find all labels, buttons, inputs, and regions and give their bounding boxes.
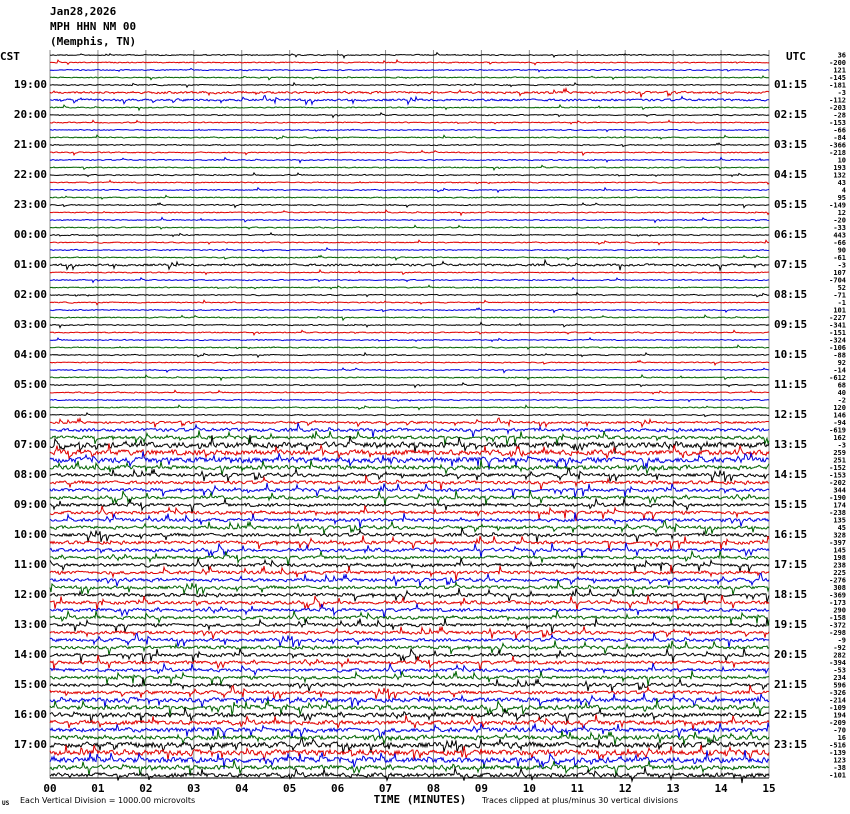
trace-row <box>50 361 769 365</box>
trace-row <box>50 260 769 270</box>
trace-offset-label: -71 <box>833 291 846 300</box>
trace-offset-label: 43 <box>837 179 846 187</box>
cst-hour-label: 05:00 <box>13 378 47 391</box>
trace-offset-label: -61 <box>833 254 846 262</box>
trace-offset-label: -341 <box>829 321 846 330</box>
date-label: Jan28,2026 <box>50 5 117 18</box>
trace-row <box>50 399 769 401</box>
trace-offset-label: -53 <box>833 666 846 675</box>
trace-offset-label: 68 <box>837 381 846 390</box>
utc-hour-label: 11:15 <box>774 378 808 391</box>
trace-offset-label: -158 <box>829 614 846 622</box>
trace-offset-label: -112 <box>829 96 846 105</box>
trace-row <box>50 543 769 558</box>
trace-offset-label: -2 <box>837 396 846 405</box>
trace-offset-label: 40 <box>837 389 846 397</box>
trace-offset-label: -298 <box>829 629 846 637</box>
trace-row <box>50 173 769 177</box>
trace-offset-label: -369 <box>829 591 846 600</box>
minute-tick-label: 11 <box>570 782 584 795</box>
trace-offset-label: 123 <box>833 756 846 765</box>
trace-row <box>50 648 769 664</box>
trace-row <box>50 345 769 349</box>
trace-offset-label: -190 <box>829 494 846 502</box>
trace-offset-label: -145 <box>829 74 846 82</box>
cst-hour-label: 11:00 <box>13 558 47 571</box>
trace-offset-label: -33 <box>833 224 846 232</box>
trace-offset-label: -203 <box>829 104 846 112</box>
utc-hour-label: 02:15 <box>774 108 808 121</box>
trace-row <box>50 165 769 170</box>
cst-hour-label: 04:00 <box>13 348 47 361</box>
trace-offset-label: -153 <box>829 471 846 480</box>
trace-offset-label: 52 <box>837 284 846 292</box>
trace-offset-label: -152 <box>829 464 846 472</box>
utc-hour-label: 15:15 <box>774 498 808 511</box>
trace-offset-label: -238 <box>829 509 846 517</box>
trace-row <box>50 693 769 708</box>
x-axis-title: TIME (MINUTES) <box>373 793 467 806</box>
trace-row <box>50 604 769 619</box>
trace-row <box>50 270 769 274</box>
trace-offset-label: 198 <box>833 554 846 562</box>
trace-row <box>50 120 769 124</box>
clip-note: Traces clipped at plus/minus 30 vertical divisions <box>482 796 679 805</box>
trace-row <box>50 685 769 699</box>
trace-row <box>50 203 769 208</box>
minute-tick-label: 13 <box>666 782 680 795</box>
trace-row <box>50 293 769 297</box>
trace-row <box>50 423 769 438</box>
utc-hour-label: 18:15 <box>774 588 808 601</box>
trace-row <box>50 512 769 528</box>
utc-hour-label: 16:15 <box>774 528 808 541</box>
utc-hour-label: 03:15 <box>774 138 808 151</box>
trace-offset-label: 596 <box>833 681 846 690</box>
trace-row <box>50 430 769 445</box>
trace-offset-label: -227 <box>829 314 846 322</box>
utc-hour-label: 21:15 <box>774 678 808 691</box>
trace-row <box>50 626 769 639</box>
minute-tick-label: 08 <box>426 782 441 795</box>
trace-row <box>50 53 769 58</box>
trace-row <box>50 278 769 283</box>
trace-offset-label: 234 <box>833 674 846 682</box>
trace-offset-label: -704 <box>829 276 846 285</box>
utc-hour-label: 09:15 <box>774 318 808 331</box>
minute-tick-label: 09 <box>474 782 489 795</box>
trace-row <box>50 330 769 335</box>
trace-offset-label: 12 <box>837 209 846 217</box>
trace-offset-label: 259 <box>833 449 846 457</box>
trace-offset-label: 193 <box>833 164 846 172</box>
trace-row <box>50 714 769 730</box>
trace-row <box>50 105 769 110</box>
utc-hour-label: 08:15 <box>774 288 808 301</box>
trace-offset-label: -84 <box>833 134 846 142</box>
trace-row <box>50 506 769 522</box>
trace-offset-label: -276 <box>829 576 846 585</box>
station-label: MPH HHN NM 00 <box>50 20 137 33</box>
trace-row <box>50 300 769 304</box>
trace-row <box>50 129 769 131</box>
trace-row <box>50 240 769 244</box>
trace-offset-label: -3 <box>837 261 846 270</box>
trace-offset-label: 120 <box>833 404 846 412</box>
minute-tick-label: 12 <box>618 782 632 795</box>
trace-offset-label: -1 <box>837 299 846 307</box>
utc-hour-label: 14:15 <box>774 468 808 481</box>
trace-row <box>50 248 769 252</box>
trace-offset-label: 36 <box>837 51 846 60</box>
trace-offset-label: 121 <box>833 66 846 75</box>
trace-offset-label: -9 <box>837 636 846 645</box>
trace-offset-label: 225 <box>833 569 846 577</box>
trace-offset-label: 146 <box>833 411 846 420</box>
trace-row <box>50 285 769 289</box>
trace-row <box>50 83 769 87</box>
seismic-traces <box>50 53 769 783</box>
trace-offset-label: 101 <box>833 306 846 315</box>
trace-offset-label: -181 <box>829 81 846 90</box>
trace-row <box>50 158 769 163</box>
trace-offset-label: -200 <box>829 59 846 67</box>
minute-tick-label: 07 <box>378 782 393 795</box>
trace-row <box>50 655 769 671</box>
trace-row <box>50 225 769 229</box>
cst-hour-label: 23:00 <box>13 198 47 211</box>
trace-offset-label: 132 <box>833 171 846 180</box>
utc-hour-label: 12:15 <box>774 408 808 421</box>
trace-offset-label: 344 <box>833 486 846 495</box>
trace-row <box>50 69 769 72</box>
trace-offset-label: -324 <box>829 336 846 345</box>
cst-hour-label: 15:00 <box>13 678 47 691</box>
trace-row <box>50 663 769 676</box>
minute-tick-label: 04 <box>235 782 249 795</box>
utc-hour-labels <box>774 78 807 751</box>
utc-hour-label: 17:15 <box>774 558 808 571</box>
trace-offset-label: -66 <box>833 126 846 135</box>
minute-tick-label: 10 <box>522 782 536 795</box>
trace-offset-label: -94 <box>833 419 846 427</box>
trace-offset-label: -153 <box>829 119 846 127</box>
utc-hour-label: 22:15 <box>774 708 808 721</box>
trace-offset-label: -151 <box>829 329 846 337</box>
trace-offset-label: -38 <box>833 764 846 772</box>
trace-offset-label: 328 <box>833 531 846 540</box>
trace-row <box>50 405 769 409</box>
trace-row <box>50 383 769 388</box>
trace-offset-label: -14 <box>833 366 846 375</box>
minute-tick-label: 02 <box>139 782 153 795</box>
utc-hour-label: 05:15 <box>774 198 808 211</box>
trace-offset-label: -209 <box>829 719 846 727</box>
trace-offset-label: -326 <box>829 689 846 697</box>
trace-row <box>50 210 769 215</box>
trace-offset-label: -516 <box>829 741 846 750</box>
cst-hour-label: 10:00 <box>13 528 47 541</box>
minute-tick-label: 14 <box>714 782 728 795</box>
cst-hour-label: 20:00 <box>13 108 47 121</box>
cst-hour-label: 16:00 <box>13 708 47 721</box>
trace-offset-label: -214 <box>829 696 846 705</box>
trace-row <box>50 468 769 482</box>
trace-offset-label: -372 <box>829 621 846 630</box>
trace-offset-label: 238 <box>833 561 846 570</box>
trace-offset-label: -28 <box>833 111 846 120</box>
left-timezone-label: CST <box>0 50 20 63</box>
cst-hour-label: 08:00 <box>13 468 47 481</box>
trace-offset-label: 290 <box>833 606 846 615</box>
trace-row <box>50 390 769 394</box>
trace-offset-label: -20 <box>833 216 846 225</box>
trace-offset-label: 194 <box>833 711 846 720</box>
trace-row <box>50 413 769 417</box>
trace-offset-label: -397 <box>829 539 846 547</box>
minute-tick-label: 01 <box>91 782 105 795</box>
cst-hour-labels <box>14 78 47 751</box>
trace-offset-label: 92 <box>837 359 846 367</box>
trace-offset-label: 16 <box>837 734 846 742</box>
trace-offset-label: 162 <box>833 434 846 442</box>
trace-row <box>50 315 769 320</box>
trace-offset-label: -202 <box>829 479 846 487</box>
utc-hour-label: 20:15 <box>774 648 808 661</box>
trace-offset-label: -619 <box>829 426 846 435</box>
trace-offset-label: 10 <box>837 156 846 165</box>
trace-offset-label: -109 <box>829 704 846 712</box>
trace-row <box>50 60 769 65</box>
trace-offset-label: -92 <box>833 644 846 652</box>
trace-offset-label: 145 <box>833 546 846 555</box>
utc-hour-label: 10:15 <box>774 348 808 361</box>
trace-offset-label: 174 <box>833 501 846 510</box>
cst-hour-label: 13:00 <box>13 618 47 631</box>
trace-row <box>50 368 769 373</box>
minute-tick-label: 00 <box>43 782 57 795</box>
cst-hour-label: 14:00 <box>13 648 47 661</box>
cst-hour-label: 02:00 <box>13 288 47 301</box>
trace-row <box>50 218 769 223</box>
trace-row <box>50 760 769 776</box>
trace-offset-label: -149 <box>829 201 846 210</box>
trace-offset-label: 4 <box>841 186 846 195</box>
cst-hour-label: 01:00 <box>13 258 47 271</box>
trace-offset-label: 443 <box>833 231 846 240</box>
trace-row <box>50 633 769 648</box>
trace-offset-label: -66 <box>833 239 846 247</box>
trace-row <box>50 353 769 357</box>
cst-hour-label: 06:00 <box>13 408 47 421</box>
scale-note: Each Vertical Division = 1000.00 microvolts <box>20 796 196 805</box>
utc-hour-label: 04:15 <box>774 168 808 181</box>
trace-offset-labels <box>829 52 846 780</box>
trace-row <box>50 96 769 105</box>
trace-offset-label: 95 <box>837 194 846 202</box>
trace-offset-label: 308 <box>833 584 846 592</box>
trace-row <box>50 323 769 328</box>
usgs-logo: US <box>2 800 10 807</box>
cst-hour-label: 07:00 <box>13 438 47 451</box>
utc-hour-label: 06:15 <box>774 228 808 241</box>
trace-offset-label: -139 <box>829 749 846 757</box>
trace-offset-label: -366 <box>829 141 846 150</box>
cst-hour-label: 22:00 <box>13 168 47 181</box>
trace-offset-label: -394 <box>829 659 846 667</box>
trace-row <box>50 113 769 118</box>
minute-tick-label: 15 <box>762 782 776 795</box>
trace-row <box>50 89 769 98</box>
trace-row <box>50 188 769 192</box>
trace-offset-label: -88 <box>833 351 846 360</box>
cst-hour-label: 09:00 <box>13 498 47 511</box>
trace-offset-label: 107 <box>833 269 846 277</box>
right-timezone-label: UTC <box>786 50 806 63</box>
trace-offset-label: -612 <box>829 374 846 382</box>
trace-row <box>50 180 769 184</box>
trace-row <box>50 256 769 260</box>
trace-row <box>50 573 769 587</box>
trace-row <box>50 418 769 427</box>
trace-row <box>50 308 769 312</box>
trace-row <box>50 143 769 147</box>
trace-row <box>50 558 769 574</box>
trace-offset-label: -106 <box>829 344 846 352</box>
trace-offset-label: 251 <box>833 456 846 465</box>
utc-hour-label: 01:15 <box>774 78 808 91</box>
trace-offset-label: -3 <box>837 89 846 97</box>
trace-row <box>50 135 769 139</box>
trace-offset-label: -101 <box>829 771 846 780</box>
trace-offset-label: 45 <box>837 524 846 532</box>
trace-offset-label: -218 <box>829 149 846 157</box>
utc-hour-label: 19:15 <box>774 618 808 631</box>
utc-hour-label: 07:15 <box>774 258 808 271</box>
minute-tick-label: 05 <box>283 782 297 795</box>
minute-tick-label: 03 <box>187 782 201 795</box>
trace-row <box>50 233 769 237</box>
trace-row <box>50 375 769 380</box>
trace-row <box>50 535 769 550</box>
trace-offset-label: -3 <box>837 441 846 450</box>
trace-row <box>50 195 769 199</box>
trace-row <box>50 151 769 156</box>
trace-offset-label: 90 <box>837 246 846 255</box>
utc-hour-label: 13:15 <box>774 438 808 451</box>
cst-hour-label: 03:00 <box>13 318 47 331</box>
trace-row <box>50 521 769 535</box>
trace-offset-label: 135 <box>833 516 846 525</box>
trace-row <box>50 338 769 342</box>
trace-offset-label: -70 <box>833 726 846 735</box>
cst-hour-label: 17:00 <box>13 738 47 751</box>
cst-hour-label: 19:00 <box>13 78 47 91</box>
cst-hour-label: 12:00 <box>13 588 47 601</box>
trace-offset-label: 282 <box>833 651 846 660</box>
cst-hour-label: 21:00 <box>13 138 47 151</box>
location-label: (Memphis, TN) <box>50 35 137 48</box>
trace-offset-label: -173 <box>829 599 846 607</box>
trace-row <box>50 677 769 692</box>
minute-tick-label: 06 <box>330 782 345 795</box>
utc-hour-label: 23:15 <box>774 738 808 751</box>
trace-row <box>50 76 769 80</box>
cst-hour-label: 00:00 <box>13 228 47 241</box>
trace-row <box>50 580 769 595</box>
trace-row <box>50 528 769 543</box>
